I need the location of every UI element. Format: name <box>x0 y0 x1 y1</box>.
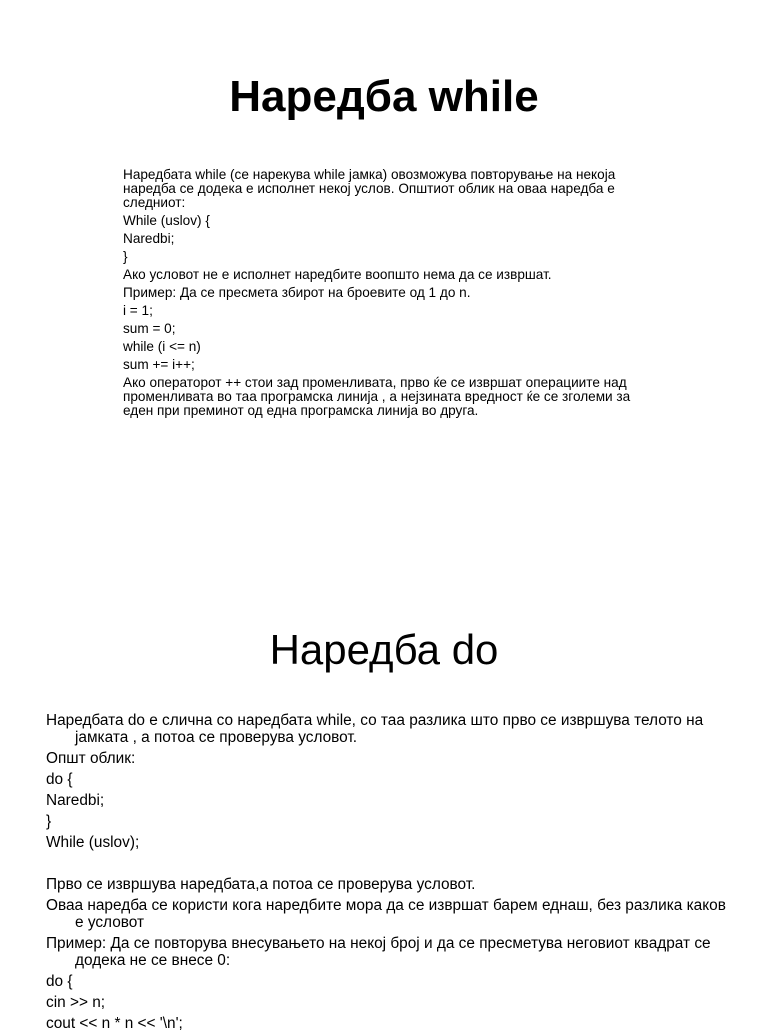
code-line: do { <box>46 973 73 990</box>
slide-while <box>0 0 768 512</box>
paragraph: Пример: Да се пресмета збирот на броевите од 1 до n. <box>123 285 471 300</box>
code-line: while (i <= n) <box>123 339 201 354</box>
slide-body <box>123 168 643 422</box>
code-line: While (uslov); <box>46 834 140 851</box>
paragraph: Наредбата do е слична со наредбата while, со таа разлика што прво се извршува телото на јамката , а потоа се проверува условот. <box>46 712 704 746</box>
code-line: While (uslov) { <box>123 213 210 228</box>
paragraph: Прво се извршува наредбата,а потоа се проверува условот. <box>46 876 476 893</box>
paragraph: Пример: Да се повторува внесувањето на некој број и да се пресметува неговиот квадрат се додека не се внесе 0: <box>46 935 711 969</box>
code-line: sum = 0; <box>123 321 176 336</box>
slide-do <box>0 512 768 1032</box>
code-line: Naredbi; <box>123 231 175 246</box>
code-line: } <box>46 813 52 830</box>
slide-title: Наредба do <box>269 626 499 673</box>
code-line: Naredbi; <box>46 792 105 809</box>
paragraph: Ако условот не е исполнет наредбите воопшто нема да се извршат. <box>123 267 552 282</box>
spacer <box>46 855 726 876</box>
code-line: do { <box>46 771 73 788</box>
code-line: cin >> n; <box>46 994 106 1011</box>
slide-title: Наредба while <box>229 72 539 121</box>
slide-body <box>46 712 726 1036</box>
paragraph: Оваа наредба се користи кога наредбите мора да се извршат барем еднаш, без разлика каков е условот <box>46 897 726 931</box>
paragraph: Наредбата while (се нарекува while јамка) овозможува повторување на некоја наредба се додека е исполнет некој услов. Општиот облик на оваа наредба е следниот: <box>123 167 616 210</box>
code-line: i = 1; <box>123 303 153 318</box>
paragraph: Ако операторот ++ стои зад променливата, прво ќе се извршат операциите над променливата во таа програмска линија , а нејзината вредност ќе се зголеми за еден при преминот од една програмска линија во друга. <box>123 375 631 418</box>
code-line: sum += i++; <box>123 357 195 372</box>
code-line: } <box>123 249 128 264</box>
paragraph: Општ облик: <box>46 750 136 767</box>
code-line: cout << n * n << '\n'; <box>46 1015 183 1032</box>
